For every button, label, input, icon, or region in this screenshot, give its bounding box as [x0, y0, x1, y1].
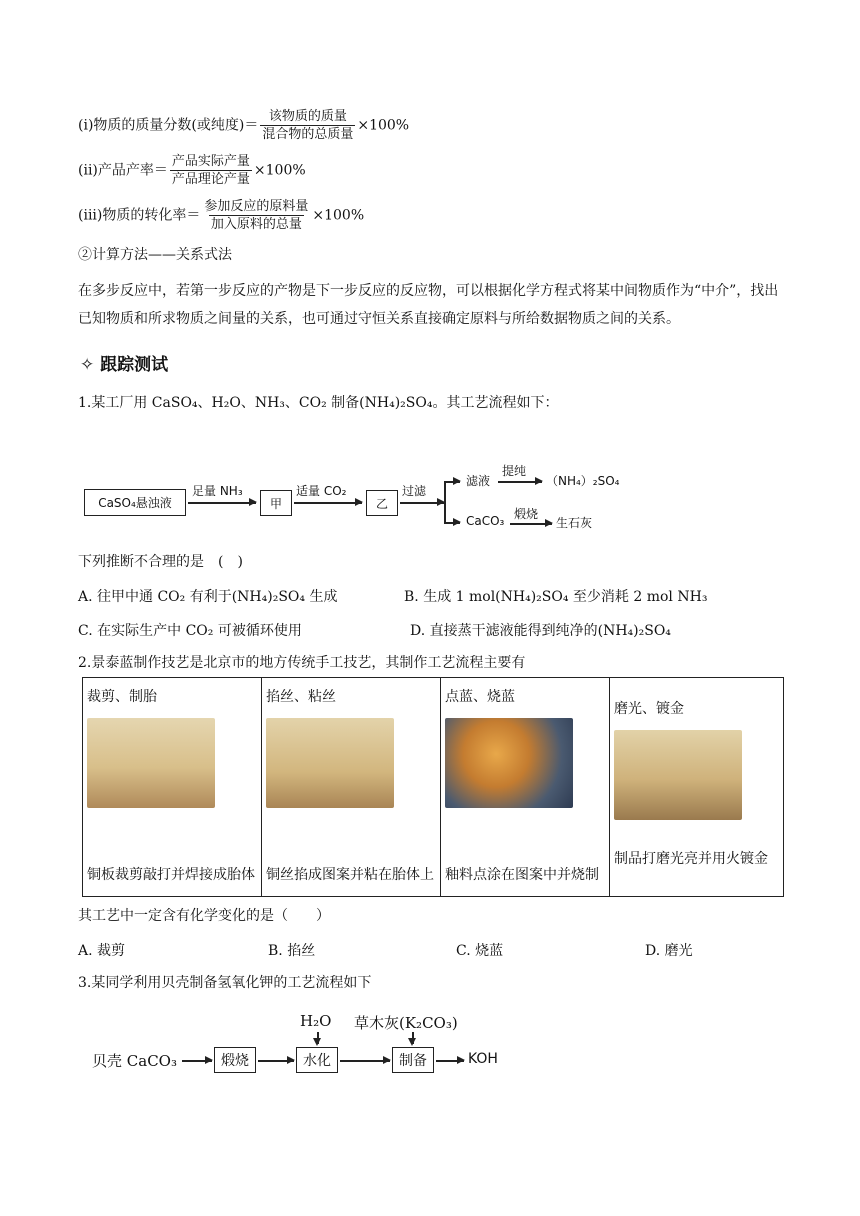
fraction-denominator: 混合物的总质量	[262, 127, 354, 142]
fraction	[170, 153, 252, 188]
flow3-start: 贝壳 CaCO₃	[92, 1052, 177, 1070]
craft-cell	[262, 678, 441, 897]
formula-conversion	[78, 198, 364, 233]
craft-desc: 铜丝掐成图案并粘在胎体上	[266, 867, 434, 883]
craft-cell	[441, 678, 610, 897]
flow-product: （NH₄）₂SO₄	[546, 474, 620, 488]
q1-option-d[interactable]: D. 直接蒸干滤液能得到纯净的(NH₄)₂SO₄	[410, 623, 671, 639]
craft-desc: 釉料点涂在图案中并烧制	[445, 867, 599, 883]
section-heading: ✧ 跟踪测试	[80, 355, 169, 375]
method-paragraph: 在多步反应中，若第一步反应的产物是下一步反应的反应物，可以根据化学方程式将某中间物质作为“中介”，找出已知物质和所求物质之间量的关系，也可通过守恒关系直接确定原料与所给数据物质之间的关系。	[78, 283, 779, 327]
fraction	[260, 108, 355, 143]
q2-option-a[interactable]: A. 裁剪	[78, 943, 126, 959]
flow-arrow-down	[317, 1032, 319, 1044]
method-title: ②计算方法——关系式法	[78, 247, 232, 263]
q3-stem: 3.某同学利用贝壳制备氢氧化钾的工艺流程如下	[78, 975, 372, 991]
formula-suffix: ×100%	[357, 117, 410, 134]
formula-suffix: ×100%	[253, 162, 306, 179]
q2-stem: 2.景泰蓝制作技艺是北京市的地方传统手工技艺，其制作工艺流程主要有	[78, 655, 526, 671]
q1-option-a[interactable]: A. 往甲中通 CO₂ 有利于(NH₄)₂SO₄ 生成	[78, 589, 338, 605]
fraction-numerator: 产品实际产量	[171, 154, 250, 169]
flow-arrow	[444, 522, 460, 524]
q2-prompt: 其工艺中一定含有化学变化的是（ ）	[78, 908, 330, 924]
craft-image-firing	[445, 718, 573, 808]
craft-title: 磨光、镀金	[614, 701, 684, 717]
flow3-box-prepare: 制备	[392, 1047, 434, 1073]
q2-option-c[interactable]: C. 烧蓝	[456, 943, 504, 959]
flow3-plant-ash: 草木灰(K₂CO₃)	[354, 1014, 458, 1032]
flow-arrow	[498, 481, 542, 483]
flow-caco3: CaCO₃	[466, 514, 505, 528]
q1-option-b[interactable]: B. 生成 1 mol(NH₄)₂SO₄ 至少消耗 2 mol NH₃	[404, 589, 708, 605]
craft-image-polishing	[614, 730, 742, 820]
flow-box-jia: 甲	[260, 490, 292, 516]
formula-yield	[78, 153, 306, 188]
flow-start-box: CaSO₄悬浊液	[84, 489, 186, 516]
craft-title: 裁剪、制胎	[87, 689, 157, 705]
craft-title: 掐丝、粘丝	[266, 689, 336, 705]
craft-desc: 制品打磨光亮并用火镀金	[614, 851, 768, 867]
fraction-numerator: 参加反应的原料量	[204, 199, 309, 214]
q2-option-b[interactable]: B. 掐丝	[268, 943, 316, 959]
flow-arrow	[182, 1060, 212, 1062]
craft-cell	[83, 678, 262, 897]
flow-arrow	[340, 1060, 390, 1062]
fraction-denominator: 加入原料的总量	[210, 217, 302, 232]
fraction-numerator: 该物质的质量	[268, 109, 347, 124]
flow-arrow	[294, 502, 362, 504]
q1-stem: 1.某工厂用 CaSO₄、H₂O、NH₃、CO₂ 制备(NH₄)₂SO₄。其工艺流程如下：	[78, 395, 559, 411]
q1-prompt: 下列推断不合理的是 ( )	[78, 554, 243, 570]
formula-suffix: ×100%	[312, 207, 365, 224]
flow-arrow	[436, 1060, 464, 1062]
flow-arrow	[510, 523, 552, 525]
flow-branch-line	[444, 481, 446, 522]
craft-cell	[610, 678, 784, 897]
flow-arrow-down	[412, 1032, 414, 1044]
flow3-water: H₂O	[300, 1012, 332, 1030]
flow-arrow	[400, 502, 444, 504]
formula-prefix: (i)物质的质量分数(或纯度)＝	[78, 117, 259, 134]
formula-prefix: (ii)产品产率＝	[78, 162, 168, 179]
flow-filtrate: 滤液	[466, 474, 491, 488]
craft-title: 点蓝、烧蓝	[445, 689, 515, 705]
flow-label-co2: 适量 CO₂	[296, 484, 347, 498]
craft-desc: 铜板裁剪敲打并焊接成胎体	[87, 867, 255, 883]
craft-process-table	[82, 677, 784, 897]
flow-quicklime: 生石灰	[556, 516, 593, 530]
flow-label-filter: 过滤	[402, 484, 427, 498]
fraction-denominator: 产品理论产量	[171, 172, 250, 187]
q1-option-c[interactable]: C. 在实际生产中 CO₂ 可被循环使用	[78, 623, 302, 639]
flow-arrow	[444, 481, 460, 483]
flow-label-calcine: 煅烧	[514, 507, 539, 521]
flow-box-yi: 乙	[366, 490, 398, 516]
craft-image-wire	[266, 718, 394, 808]
flow-arrow	[188, 502, 256, 504]
flow3-koh: KOH	[468, 1051, 498, 1067]
formula-mass-fraction	[78, 108, 409, 143]
flow-arrow	[258, 1060, 294, 1062]
craft-image-cutting	[87, 718, 215, 808]
formula-prefix: (iii)物质的转化率＝	[78, 207, 201, 224]
flow-label-nh3: 足量 NH₃	[192, 484, 243, 498]
flow3-box-calcine: 煅烧	[214, 1047, 256, 1073]
q2-option-d[interactable]: D. 磨光	[645, 943, 693, 959]
flow3-box-hydrate: 水化	[296, 1047, 338, 1073]
flow-label-purify: 提纯	[502, 464, 527, 478]
fraction	[202, 198, 310, 233]
